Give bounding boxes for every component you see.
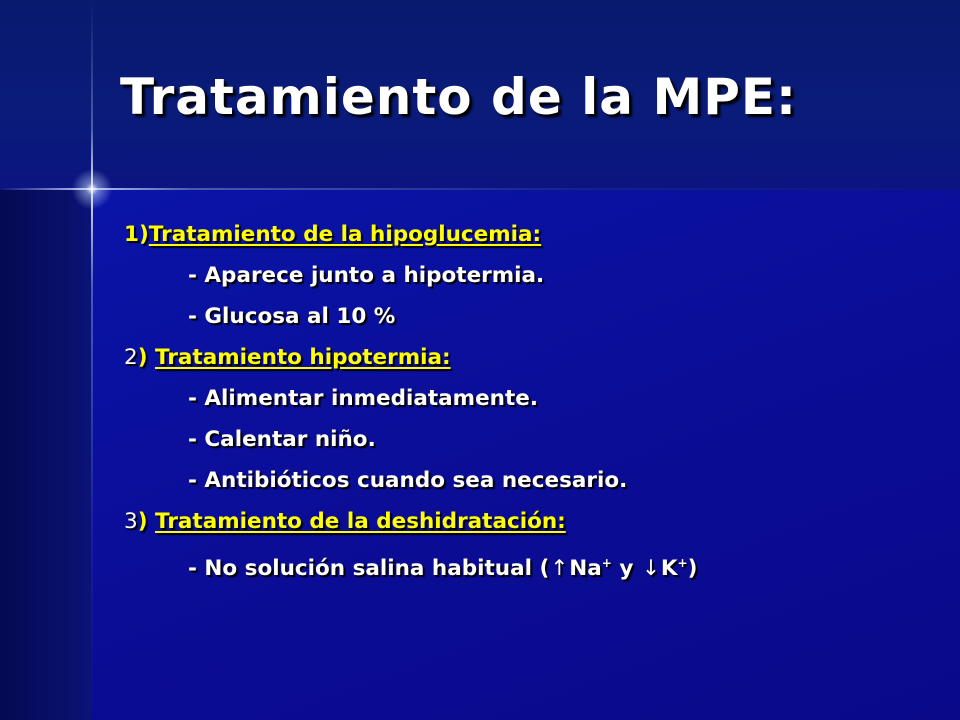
section-3-number: 3 [124,509,138,534]
section-2-point-1: - Alimentar inmediatamente. [188,386,538,411]
potassium-charge: + [677,556,688,570]
section-2-point-3: - Antibióticos cuando sea necesario. [188,468,628,493]
section-1-heading-line [124,218,924,259]
section-2-point-2: - Calentar niño. [188,427,376,452]
up-arrow-icon: ↑ [550,556,569,581]
section-1-heading: Tratamiento de la hipoglucemia: [148,222,542,247]
sparkle-icon [68,165,116,213]
section-2-heading: Tratamiento hipotermia: [155,345,451,370]
sodium-symbol: Na [569,556,602,581]
section-3-heading-line [124,505,924,546]
down-arrow-icon: ↓ [641,556,660,581]
point-suffix: ) [687,556,698,581]
section-3-paren: ) [137,509,148,534]
section-3-point-1 [124,546,924,587]
conjunction: y [611,556,641,581]
point-prefix: - No solución salina habitual ( [188,556,550,581]
slide-content [124,218,924,587]
potassium-symbol: K [660,556,678,581]
section-1-paren: ) [138,222,149,247]
horizontal-light-line [0,188,960,190]
sodium-charge: + [601,556,612,570]
section-3-heading: Tratamiento de la deshidratación: [155,509,566,534]
section-1-point-1: - Aparece junto a hipotermia. [188,263,545,288]
section-2-heading-line [124,341,924,382]
section-2-number: 2 [124,345,138,370]
section-1-number: 1 [124,222,139,247]
section-1-point-2: - Glucosa al 10 % [188,304,396,329]
slide-title: Tratamiento de la MPE: [120,68,798,126]
vertical-light-line [91,0,93,720]
section-2-paren: ) [137,345,148,370]
